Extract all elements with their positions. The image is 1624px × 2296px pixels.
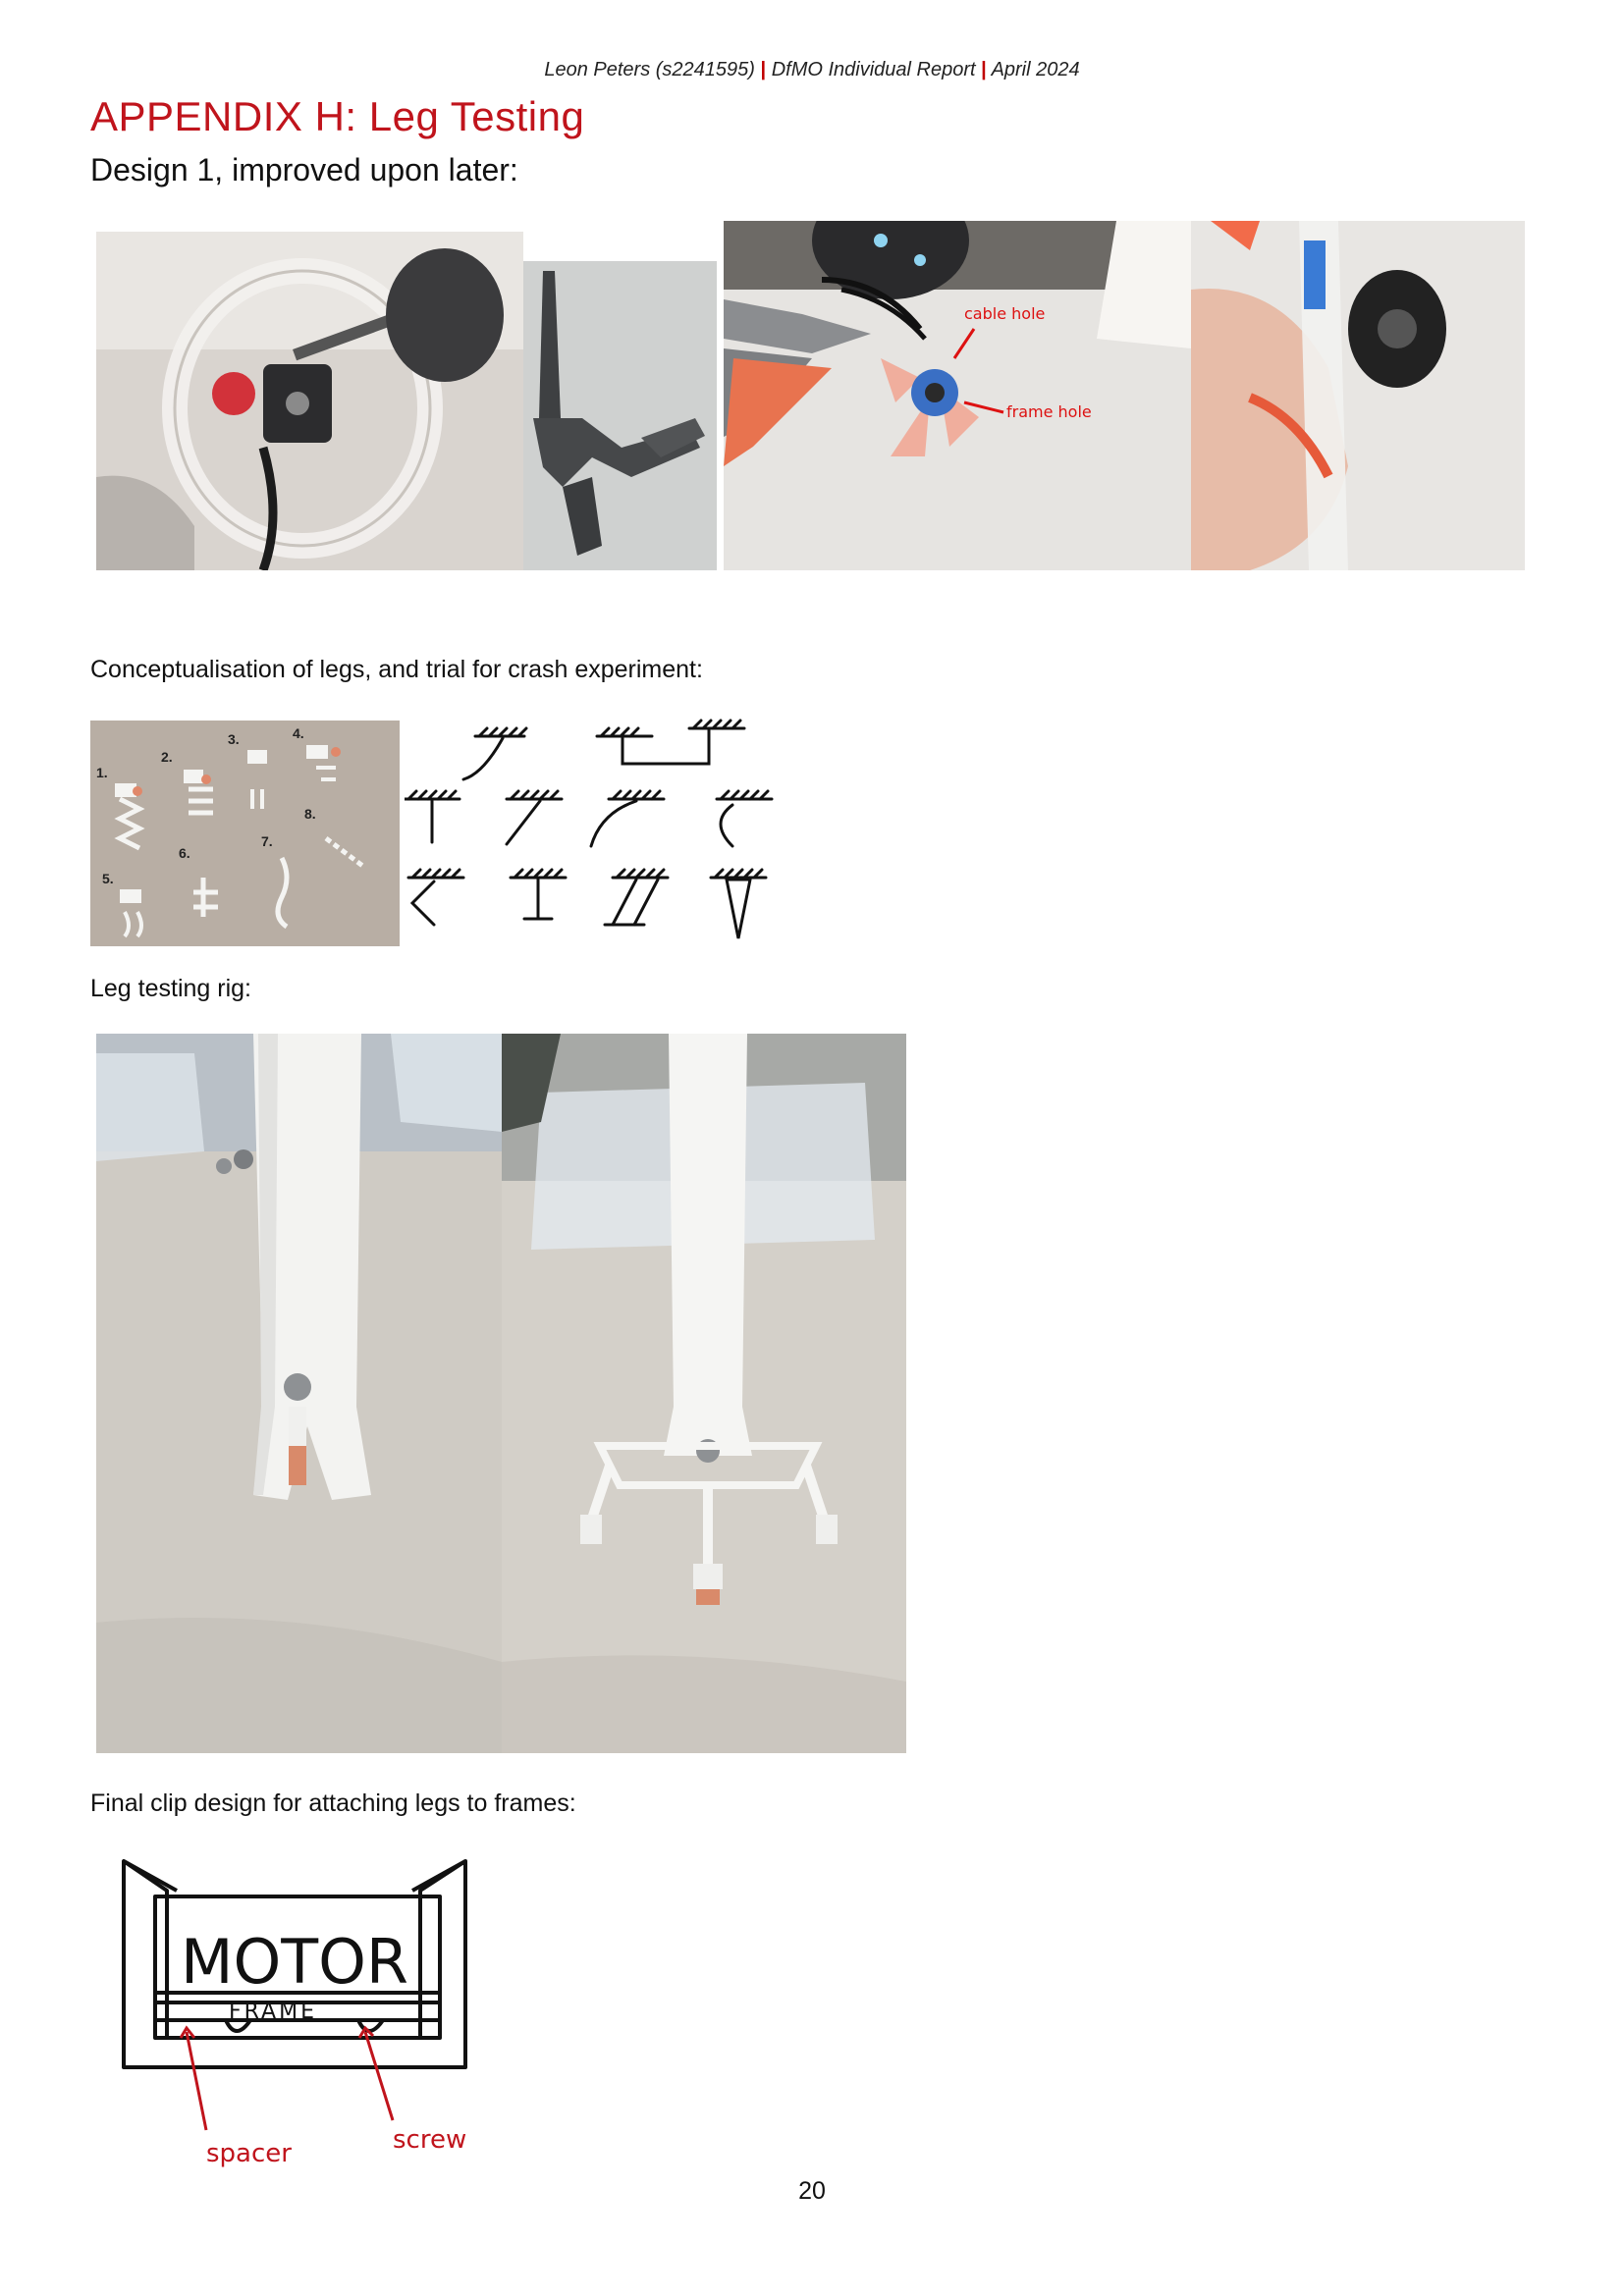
photo-motor-guard [96,232,523,570]
sketch-bracket-leg [597,721,744,764]
page-header [0,59,1624,81]
section-subtitle: Design 1, improved upon later: [90,152,518,187]
motor-label: MOTOR [180,1926,409,1998]
caption-conceptualisation: Conceptualisation of legs, and trial for crash experiment: [90,656,703,683]
page-number: 20 [798,2177,826,2205]
screw-arrow [365,2032,393,2120]
cable-hole-annotation: cable hole [964,304,1046,323]
screw-label: screw [393,2125,467,2155]
photo-printed-leg [523,261,717,570]
concept-label-7: 7. [261,833,273,849]
spacer-label: spacer [206,2139,292,2168]
sketch-diagonal-leg [507,791,562,844]
sketch-hook-leg [717,791,772,846]
sketch-i-beam-leg [511,870,566,919]
concept-label-2: 2. [161,749,173,765]
concept-label-5: 5. [102,871,114,886]
page-title: APPENDIX H: Leg Testing [90,93,585,139]
frame-label: FRAME [229,2000,317,2024]
spacer-arrow [187,2032,206,2130]
concept-label-3: 3. [228,731,240,747]
sketch-parallel-leg [605,870,668,925]
header-date: April 2024 [991,59,1080,80]
clip-design-sketch [108,1845,481,2169]
caption-final-clip-design: Final clip design for attaching legs to frames: [90,1789,576,1817]
sketch-v-leg [711,870,766,938]
photo-rig-with-legs [502,1034,906,1753]
header-separator-1: | [760,59,767,80]
concept-label-4: 4. [293,725,304,741]
photo-cable-frame-holes [724,221,1191,570]
header-report: DfMO Individual Report [771,59,976,80]
concept-label-1: 1. [96,765,108,780]
sketch-chevron-leg [408,870,463,925]
sketch-curved-leg [463,728,526,779]
sketch-arc-leg [591,791,664,846]
leg-concept-sketches [405,715,787,950]
concept-label-8: 8. [304,806,316,822]
photo-hand-holding-frame [1191,221,1525,570]
caption-leg-testing-rig: Leg testing rig: [90,975,251,1002]
photo-rig-leg-closeup [96,1034,502,1753]
frame-hole-annotation: frame hole [1006,402,1092,421]
photo-leg-concepts [90,721,400,946]
concept-label-6: 6. [179,845,190,861]
sketch-t-leg [405,791,460,842]
header-author: Leon Peters (s2241595) [544,59,755,80]
header-separator-2: | [981,59,987,80]
